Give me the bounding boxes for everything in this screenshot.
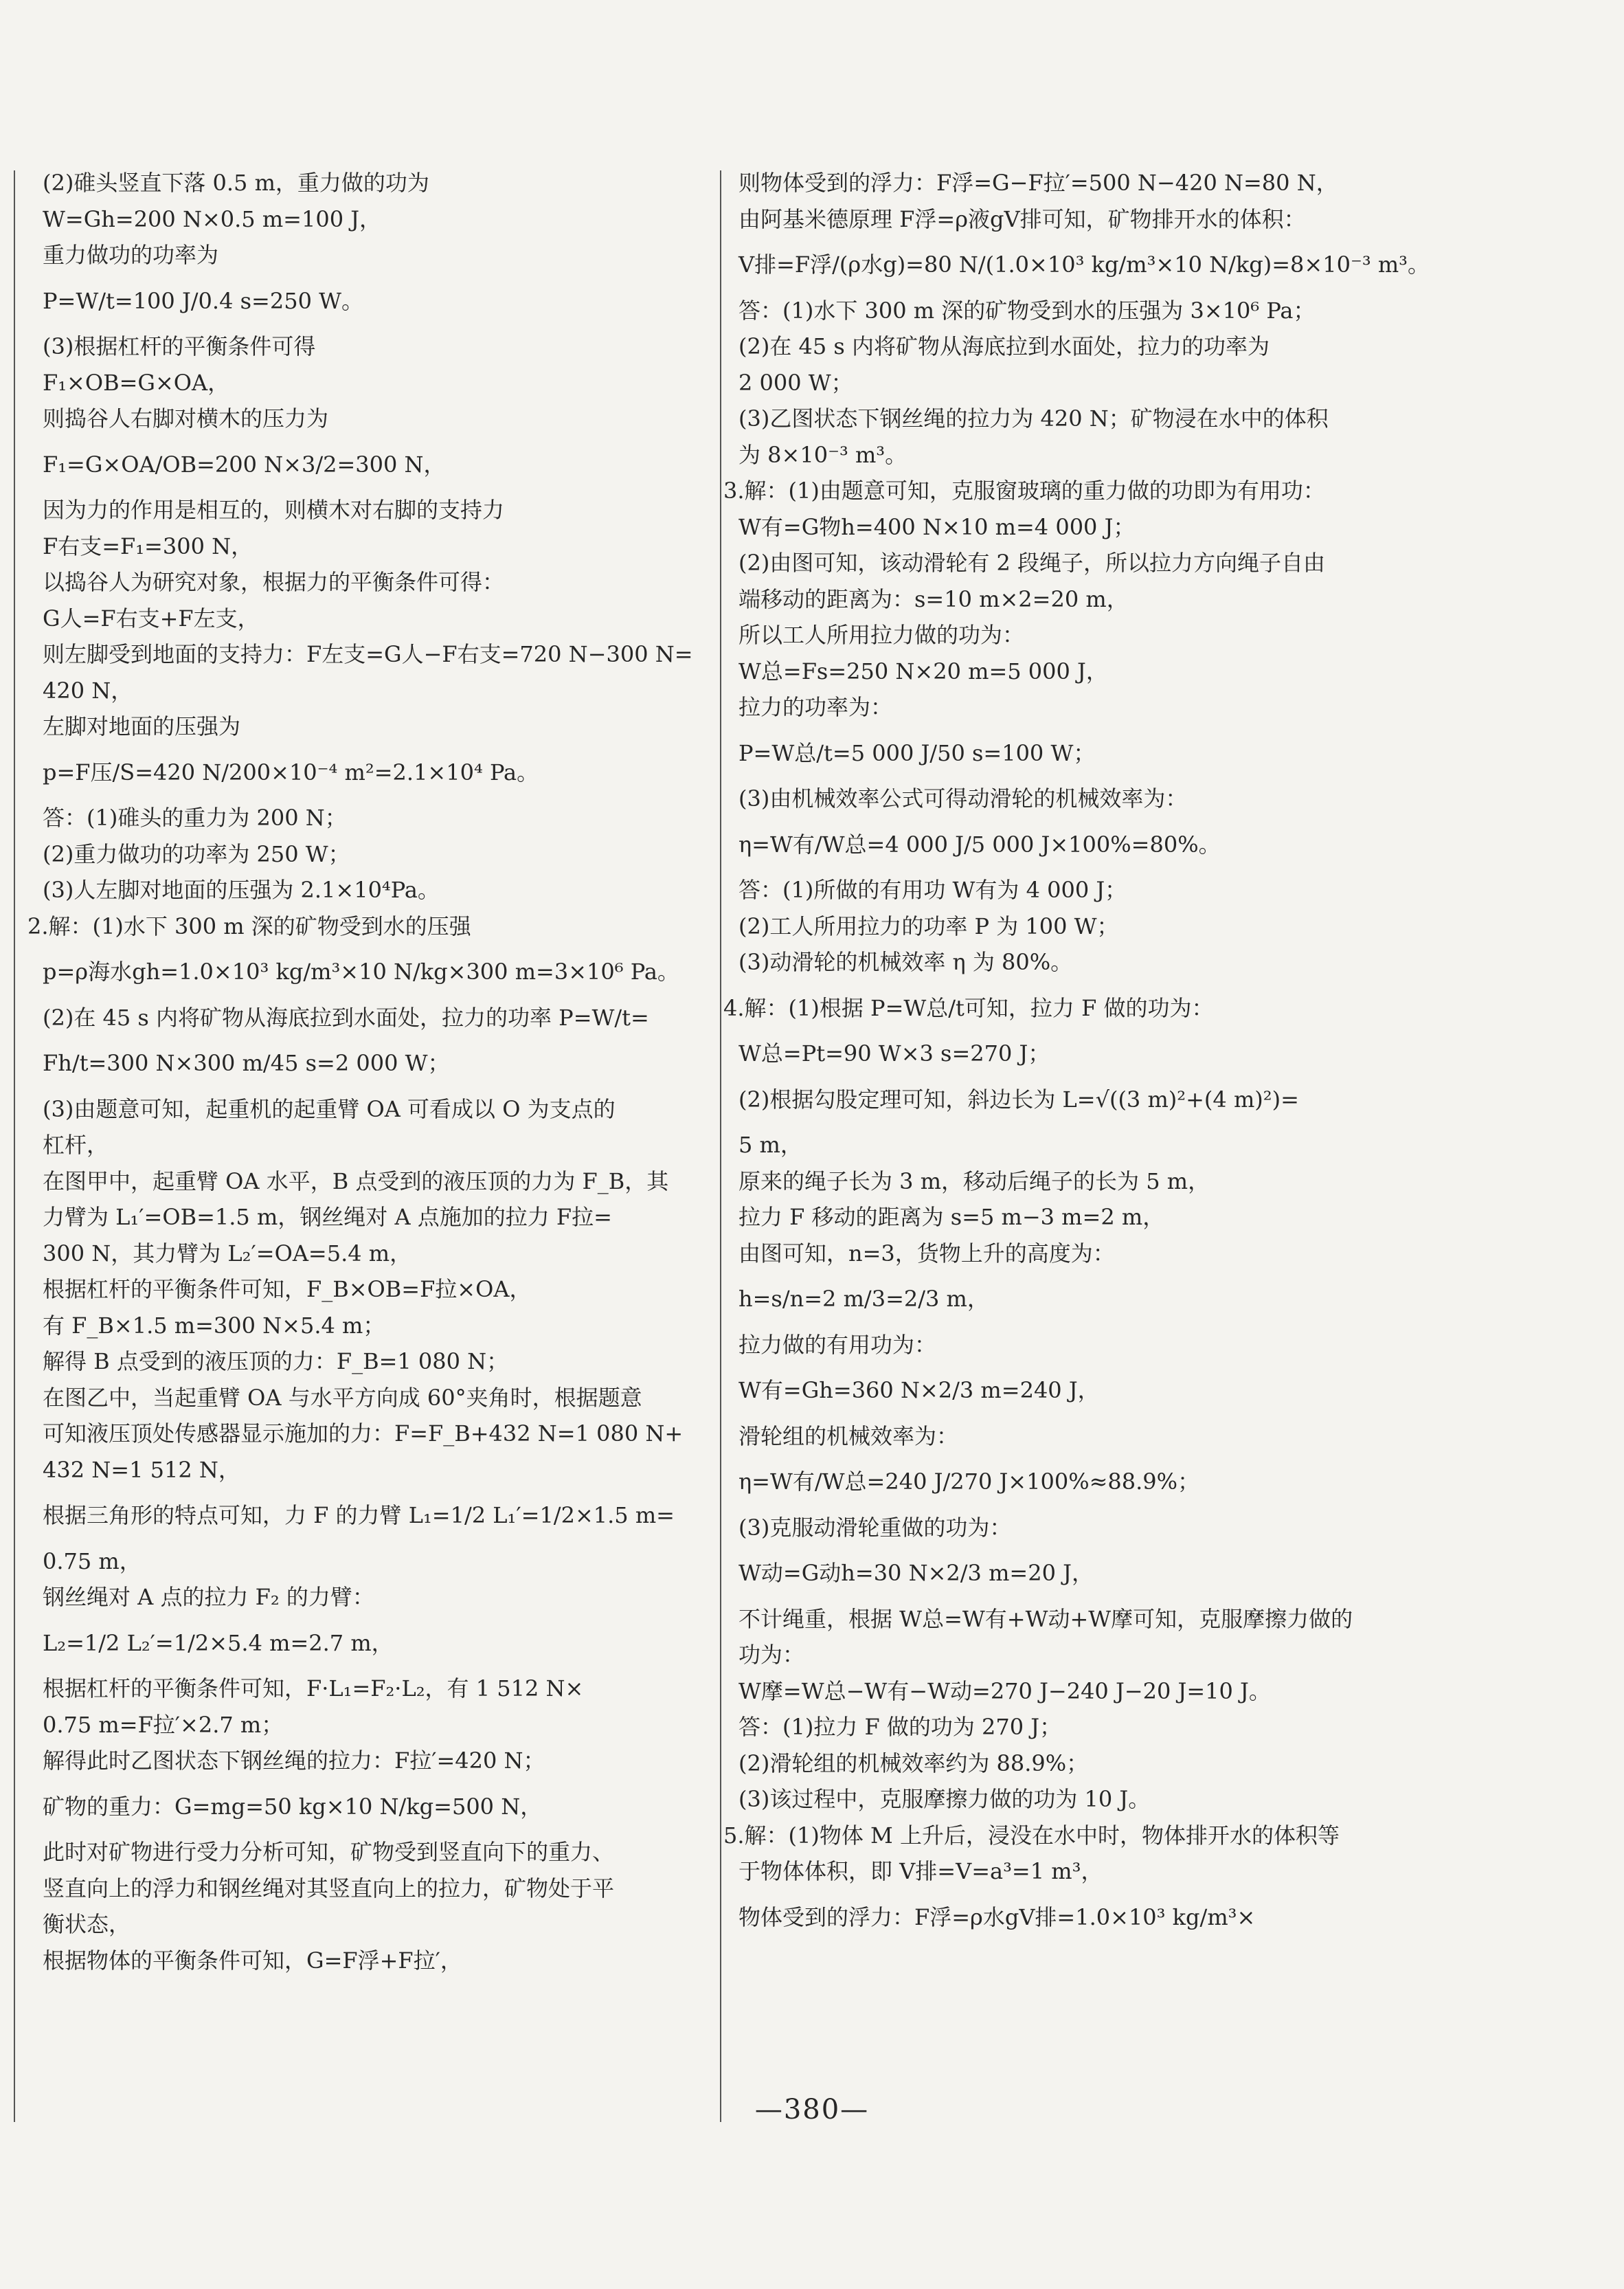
text-line: 解得此时乙图状态下钢丝绳的拉力：F拉′=420 N； bbox=[43, 1748, 545, 1774]
text-line: F₁=G×OA/OB=200 N×3/2=300 N， bbox=[43, 451, 446, 478]
text-line: 根据杠杆的平衡条件可知，F_B×OB=F拉×OA， bbox=[43, 1276, 532, 1302]
text-line: (2)碓头竖直下落 0.5 m，重力做的功为 bbox=[43, 170, 429, 196]
text-line: 滑轮组的机械效率为： bbox=[738, 1422, 959, 1449]
text-line: W总=Fs=250 N×20 m=5 000 J， bbox=[738, 658, 1108, 684]
text-line: (2)滑轮组的机械效率约为 88.9%； bbox=[738, 1750, 1089, 1776]
right-column bbox=[723, 165, 1430, 1945]
text-line: (3)人左脚对地面的压强为 2.1×10⁴Pa。 bbox=[43, 877, 440, 903]
text-line: F₁×OB=G×OA， bbox=[43, 369, 230, 396]
text-line: 则物体受到的浮力：F浮=G−F拉′=500 N−420 N=80 N， bbox=[738, 170, 1338, 196]
text-line: 有 F_B×1.5 m=300 N×5.4 m； bbox=[43, 1312, 385, 1339]
text-line: 功为： bbox=[738, 1642, 805, 1668]
text-line: p=ρ海水gh=1.0×10³ kg/m³×10 N/kg×300 m=3×10⁶ Pa。 bbox=[43, 959, 679, 985]
text-line: η=W有/W总=4 000 J/5 000 J×100%=80%。 bbox=[738, 831, 1221, 858]
text-line: (3)克服动滑轮重做的功为： bbox=[738, 1514, 1012, 1541]
left-margin-rule bbox=[14, 170, 15, 2122]
column-divider bbox=[720, 170, 721, 2122]
text-line: 端移动的距离为：s=10 m×2=20 m， bbox=[738, 585, 1129, 612]
text-line: 0.75 m， bbox=[43, 1548, 142, 1574]
text-line: W=Gh=200 N×0.5 m=100 J， bbox=[43, 205, 382, 232]
text-line: 则捣谷人右脚对横木的压力为 bbox=[43, 405, 329, 432]
text-line: 在图甲中，起重臂 OA 水平，B 点受到的液压顶的力为 F_B，其 bbox=[43, 1168, 669, 1194]
text-line: 4.解：(1)根据 P=W总/t可知，拉力 F 做的功为： bbox=[723, 994, 1214, 1021]
text-line: P=W总/t=5 000 J/50 s=100 W； bbox=[738, 739, 1096, 766]
text-line: 答：(1)水下 300 m 深的矿物受到水的压强为 3×10⁶ Pa； bbox=[738, 297, 1316, 324]
text-line: 钢丝绳对 A 点的拉力 F₂ 的力臂： bbox=[43, 1584, 374, 1610]
text-line: 力臂为 L₁′=OB=1.5 m，钢丝绳对 A 点施加的拉力 F拉= bbox=[43, 1204, 612, 1230]
text-line: 竖直向上的浮力和钢丝绳对其竖直向上的拉力，矿物处于平 bbox=[43, 1875, 615, 1901]
text-line: 所以工人所用拉力做的功为： bbox=[738, 622, 1025, 648]
text-line: (2)在 45 s 内将矿物从海底拉到水面处，拉力的功率 P=W/t= bbox=[43, 1004, 649, 1031]
text-line: W有=G物h=400 N×10 m=4 000 J； bbox=[738, 513, 1136, 540]
text-line: (2)由图可知，该动滑轮有 2 段绳子，所以拉力方向绳子自由 bbox=[738, 550, 1326, 576]
text-line: 不计绳重，根据 W总=W有+W动+W摩可知，克服摩擦力做的 bbox=[738, 1605, 1353, 1632]
text-line: 拉力做的有用功为： bbox=[738, 1331, 937, 1358]
text-line: (3)动滑轮的机械效率 η 为 80%。 bbox=[738, 949, 1073, 975]
text-line: L₂=1/2 L₂′=1/2×5.4 m=2.7 m， bbox=[43, 1629, 394, 1656]
text-line: (2)工人所用拉力的功率 P 为 100 W； bbox=[738, 913, 1119, 939]
text-line: 拉力 F 移动的距离为 s=5 m−3 m=2 m， bbox=[738, 1204, 1165, 1230]
text-line: G人=F右支+F左支， bbox=[43, 605, 260, 632]
text-line: 左脚对地面的压强为 bbox=[43, 713, 241, 739]
text-line: Fh/t=300 N×300 m/45 s=2 000 W； bbox=[43, 1050, 450, 1076]
text-line: W摩=W总−W有−W动=270 J−240 J−20 J=10 J。 bbox=[738, 1677, 1271, 1704]
text-line: W动=G动h=30 N×2/3 m=20 J， bbox=[738, 1560, 1094, 1586]
text-line: P=W/t=100 J/0.4 s=250 W。 bbox=[43, 287, 363, 314]
text-line: 为 8×10⁻³ m³。 bbox=[738, 441, 907, 468]
text-line: 由阿基米德原理 F浮=ρ液gV排可知，矿物排开水的体积： bbox=[738, 205, 1306, 232]
text-line: 答：(1)拉力 F 做的功为 270 J； bbox=[738, 1714, 1062, 1740]
text-line: 则左脚受到地面的支持力：F左支=G人−F右支=720 N−300 N= bbox=[43, 641, 693, 667]
text-line: 此时对矿物进行受力分析可知，矿物受到竖直向下的重力、 bbox=[43, 1839, 615, 1865]
text-line: 衡状态， bbox=[43, 1911, 131, 1937]
text-line: 可知液压顶处传感器显示施加的力：F=F_B+432 N=1 080 N+ bbox=[43, 1420, 684, 1447]
text-line: 杠杆， bbox=[43, 1132, 109, 1158]
text-line: 由图可知，n=3，货物上升的高度为： bbox=[738, 1240, 1115, 1266]
text-line: W有=Gh=360 N×2/3 m=240 J， bbox=[738, 1377, 1100, 1403]
text-line: 重力做功的功率为 bbox=[43, 242, 219, 268]
text-line: 根据物体的平衡条件可知，G=F浮+F拉′， bbox=[43, 1947, 462, 1974]
text-line: (3)该过程中，克服摩擦力做的功为 10 J。 bbox=[738, 1786, 1151, 1812]
text-line: W总=Pt=90 W×3 s=270 J； bbox=[738, 1040, 1050, 1067]
text-line: F右支=F₁=300 N， bbox=[43, 533, 253, 559]
text-line: 300 N，其力臂为 L₂′=OA=5.4 m， bbox=[43, 1240, 412, 1266]
text-line: (3)由题意可知，起重机的起重臂 OA 可看成以 O 为支点的 bbox=[43, 1095, 616, 1122]
left-column bbox=[27, 165, 695, 1978]
text-line: 以捣谷人为研究对象，根据力的平衡条件可得： bbox=[43, 569, 505, 595]
text-line: 原来的绳子长为 3 m，移动后绳子的长为 5 m， bbox=[738, 1168, 1210, 1194]
text-line: 根据三角形的特点可知，力 F 的力臂 L₁=1/2 L₁′=1/2×1.5 m= bbox=[43, 1502, 675, 1528]
text-line: 432 N=1 512 N， bbox=[43, 1456, 240, 1483]
text-line: 2 000 W； bbox=[738, 369, 853, 396]
text-line: (2)在 45 s 内将矿物从海底拉到水面处，拉力的功率为 bbox=[738, 333, 1270, 359]
text-line: (3)乙图状态下钢丝绳的拉力为 420 N；矿物浸在水中的体积 bbox=[738, 405, 1329, 432]
text-line: 3.解：(1)由题意可知，克服窗玻璃的重力做的功即为有用功： bbox=[723, 478, 1325, 504]
text-line: V排=F浮/(ρ水g)=80 N/(1.0×10³ kg/m³×10 N/kg)=8×10⁻³ m³。 bbox=[738, 252, 1430, 278]
text-line: p=F压/S=420 N/200×10⁻⁴ m²=2.1×10⁴ Pa。 bbox=[43, 759, 539, 785]
text-line: 根据杠杆的平衡条件可知，F·L₁=F₂·L₂，有 1 512 N× bbox=[43, 1675, 584, 1701]
text-line: 420 N， bbox=[43, 677, 133, 704]
text-line: 在图乙中，当起重臂 OA 与水平方向成 60°夹角时，根据题意 bbox=[43, 1384, 642, 1411]
text-line: 答：(1)碓头的重力为 200 N； bbox=[43, 805, 347, 831]
text-line: 5 m， bbox=[738, 1132, 802, 1158]
text-line: 物体受到的浮力：F浮=ρ水gV排=1.0×10³ kg/m³× bbox=[738, 1903, 1256, 1930]
text-line: 拉力的功率为： bbox=[738, 694, 893, 720]
text-line: η=W有/W总=240 J/270 J×100%≈88.9%； bbox=[738, 1469, 1200, 1495]
text-line: 解得 B 点受到的液压顶的力：F_B=1 080 N； bbox=[43, 1348, 509, 1374]
text-line: (2)重力做功的功率为 250 W； bbox=[43, 840, 350, 867]
page-number: —380— bbox=[754, 2094, 870, 2125]
text-line: (2)根据勾股定理可知，斜边长为 L=√((3 m)²+(4 m)²)= bbox=[738, 1086, 1299, 1113]
text-line: 5.解：(1)物体 M 上升后，浸没在水中时，物体排开水的体积等 bbox=[723, 1822, 1340, 1849]
text-line: 于物体体积，即 V排=V=a³=1 m³， bbox=[738, 1858, 1103, 1884]
text-line: (3)由机械效率公式可得动滑轮的机械效率为： bbox=[738, 785, 1188, 812]
text-line: 因为力的作用是相互的，则横木对右脚的支持力 bbox=[43, 497, 505, 523]
text-line: h=s/n=2 m/3=2/3 m， bbox=[738, 1286, 989, 1312]
text-line: 矿物的重力：G=mg=50 kg×10 N/kg=500 N， bbox=[43, 1793, 543, 1820]
text-line: 2.解：(1)水下 300 m 深的矿物受到水的压强 bbox=[27, 913, 471, 939]
text-line: 答：(1)所做的有用功 W有为 4 000 J； bbox=[738, 877, 1127, 903]
text-line: (3)根据杠杆的平衡条件可得 bbox=[43, 333, 316, 359]
text-line: 0.75 m=F拉′×2.7 m； bbox=[43, 1711, 284, 1738]
